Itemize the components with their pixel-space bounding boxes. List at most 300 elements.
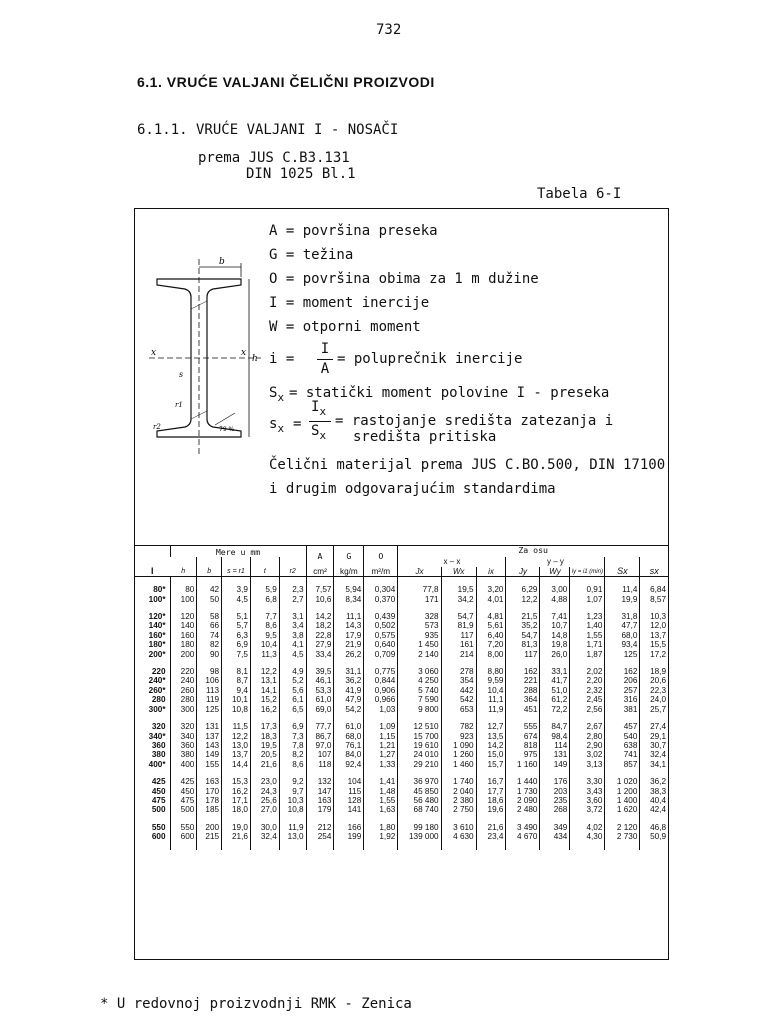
spacer-cell bbox=[222, 769, 251, 777]
table-cell: 0,439 bbox=[364, 612, 398, 621]
table-cell: 46,8 bbox=[640, 823, 668, 832]
table-cell: 2,90 bbox=[570, 741, 605, 750]
table-cell: 36,2 bbox=[334, 676, 364, 685]
table-cell: 47,9 bbox=[334, 695, 364, 704]
spacer-cell bbox=[506, 659, 540, 667]
table-cell: 141 bbox=[334, 805, 364, 814]
table-row bbox=[135, 722, 668, 731]
table-group-header-row bbox=[135, 546, 668, 557]
table-cell: 550 bbox=[170, 823, 197, 832]
table-cell: 77,8 bbox=[398, 585, 441, 594]
table-cell: 81,9 bbox=[441, 621, 476, 630]
table-cell: 0,575 bbox=[364, 631, 398, 640]
spacer-cell bbox=[334, 815, 364, 823]
col-Wy-header: Wy bbox=[540, 567, 570, 577]
legend-weight: G = težina bbox=[269, 247, 354, 263]
table-cell: 360 bbox=[151, 740, 166, 750]
table-row bbox=[135, 787, 668, 796]
table-cell: 540 bbox=[605, 732, 640, 741]
axis-header-xx: x – x bbox=[398, 557, 506, 566]
table-cell: 16,7 bbox=[476, 777, 506, 786]
table-cell: 220 bbox=[170, 667, 197, 676]
spacer-cell bbox=[364, 769, 398, 777]
table-cell: 178 bbox=[197, 796, 222, 805]
figure-label-x-left: x bbox=[151, 348, 157, 358]
table-cell: 58 bbox=[197, 612, 222, 621]
spacer-cell bbox=[197, 815, 222, 823]
spacer-cell bbox=[334, 659, 364, 667]
table-cell: 19,9 bbox=[605, 595, 640, 604]
table-cell: 18,2 bbox=[306, 621, 334, 630]
table-row bbox=[135, 805, 668, 814]
spacer-cell bbox=[476, 714, 506, 722]
table-cell: 160* bbox=[148, 630, 166, 640]
table-cell: 115 bbox=[334, 787, 364, 796]
table-cell: 29 210 bbox=[398, 760, 441, 769]
spacer-cell bbox=[306, 769, 334, 777]
figure-label-r2: r2 bbox=[153, 423, 161, 431]
table-cell: 12,2 bbox=[250, 667, 279, 676]
table-cell: 3,8 bbox=[279, 631, 306, 640]
table-cell: 3,1 bbox=[279, 612, 306, 621]
table-cell: 160 bbox=[170, 631, 197, 640]
table-row bbox=[135, 823, 668, 832]
table-cell: 114 bbox=[540, 741, 570, 750]
table-cell: 12 510 bbox=[398, 722, 441, 731]
table-cell: 550 bbox=[151, 822, 166, 832]
table-cell: 179 bbox=[306, 805, 334, 814]
spacer-cell bbox=[441, 577, 476, 586]
row-group-spacer bbox=[135, 714, 668, 722]
spacer-cell bbox=[306, 815, 334, 823]
table-cell: 3,13 bbox=[570, 760, 605, 769]
unit-G: kg/m bbox=[334, 567, 364, 577]
table-cell: 3,72 bbox=[570, 805, 605, 814]
spacer-cell bbox=[222, 577, 251, 586]
table-cell: 5,61 bbox=[476, 621, 506, 630]
table-cell: 2,7 bbox=[279, 595, 306, 604]
table-row bbox=[135, 612, 668, 621]
table-cell: 81,3 bbox=[506, 640, 540, 649]
table-cell: 0,304 bbox=[364, 585, 398, 594]
table-cell: 93,4 bbox=[605, 640, 640, 649]
table-row bbox=[135, 705, 668, 714]
table-cell: 573 bbox=[398, 621, 441, 630]
col-t-header: t bbox=[250, 567, 279, 577]
table-cell: 14,1 bbox=[250, 686, 279, 695]
table-cell: 9 800 bbox=[398, 705, 441, 714]
table-cell: 6,9 bbox=[222, 640, 251, 649]
spacer-cell bbox=[306, 714, 334, 722]
table-cell: 6,40 bbox=[476, 631, 506, 640]
table-cell: 18,9 bbox=[640, 667, 668, 676]
table-cell: 18,6 bbox=[476, 796, 506, 805]
table-cell: 25,7 bbox=[640, 705, 668, 714]
table-row bbox=[135, 640, 668, 649]
table-cell: 66 bbox=[197, 621, 222, 630]
table-cell: 11,1 bbox=[334, 612, 364, 621]
table-cell: 15,3 bbox=[222, 777, 251, 786]
table-cell: 92,4 bbox=[334, 760, 364, 769]
table-cell: 76,1 bbox=[334, 741, 364, 750]
table-cell: 180 bbox=[170, 640, 197, 649]
table-cell: 12,2 bbox=[222, 732, 251, 741]
table-cell: 125 bbox=[197, 705, 222, 714]
table-cell: 143 bbox=[197, 741, 222, 750]
table-cell: 24,0 bbox=[640, 695, 668, 704]
chapter-title: 6.1. VRUĆE VALJANI ČELIČNI PROIZVODI bbox=[137, 74, 435, 90]
spacer-cell bbox=[306, 659, 334, 667]
spacer-cell bbox=[570, 815, 605, 823]
table-cell: 17,9 bbox=[334, 631, 364, 640]
spacer-cell bbox=[170, 604, 197, 612]
spacer-cell bbox=[170, 842, 197, 850]
table-cell: 104 bbox=[334, 777, 364, 786]
table-cell: 24,3 bbox=[250, 787, 279, 796]
col-Wx-header: Wx bbox=[441, 567, 476, 577]
row-group-spacer bbox=[135, 842, 668, 850]
table-cell: 4,02 bbox=[570, 823, 605, 832]
table-cell: 5,9 bbox=[250, 585, 279, 594]
table-cell: 600 bbox=[151, 832, 166, 842]
table-cell: 2,3 bbox=[279, 585, 306, 594]
table-cell: 1,23 bbox=[570, 612, 605, 621]
table-cell: 20,5 bbox=[250, 750, 279, 759]
figure-label-s: s bbox=[179, 370, 184, 379]
table-cell: 20,6 bbox=[640, 676, 668, 685]
table-cell: 19 610 bbox=[398, 741, 441, 750]
spacer-cell bbox=[135, 577, 170, 586]
table-cell: 32,4 bbox=[250, 832, 279, 841]
spacer-cell bbox=[506, 815, 540, 823]
table-cell: 24 010 bbox=[398, 750, 441, 759]
table-cell: 2 750 bbox=[441, 805, 476, 814]
table-cell: 0,370 bbox=[364, 595, 398, 604]
table-cell: 31,1 bbox=[334, 667, 364, 676]
table-cell: 674 bbox=[506, 732, 540, 741]
table-cell: 3 490 bbox=[506, 823, 540, 832]
table-cell: 1 730 bbox=[506, 787, 540, 796]
spacer-cell bbox=[398, 659, 441, 667]
spacer-cell bbox=[250, 577, 279, 586]
table-cell: 6,5 bbox=[279, 705, 306, 714]
table-cell: 10,6 bbox=[306, 595, 334, 604]
spacer-cell bbox=[222, 659, 251, 667]
table-cell: 278 bbox=[441, 667, 476, 676]
table-cell: 34,2 bbox=[441, 595, 476, 604]
spacer-cell bbox=[605, 659, 640, 667]
table-cell: 260 bbox=[170, 686, 197, 695]
spacer-cell bbox=[441, 659, 476, 667]
table-cell: 86,7 bbox=[306, 732, 334, 741]
table-cell: 38,3 bbox=[640, 787, 668, 796]
table-cell: 638 bbox=[605, 741, 640, 750]
spacer-cell bbox=[135, 769, 170, 777]
table-cell: 35,2 bbox=[506, 621, 540, 630]
table-cell: 442 bbox=[441, 686, 476, 695]
table-cell: 0,906 bbox=[364, 686, 398, 695]
table-body bbox=[135, 577, 668, 850]
table-cell: 69,0 bbox=[306, 705, 334, 714]
table-cell: 21,9 bbox=[334, 640, 364, 649]
legend-lever-arm-rhs-1: = rastojanje središta zatezanja i bbox=[335, 413, 614, 429]
spacer-cell bbox=[476, 577, 506, 586]
table-cell: 4,01 bbox=[476, 595, 506, 604]
table-cell: 53,3 bbox=[306, 686, 334, 695]
table-cell: 14,2 bbox=[306, 612, 334, 621]
table-cell: 2 480 bbox=[506, 805, 540, 814]
table-cell: 857 bbox=[605, 760, 640, 769]
spacer-cell bbox=[476, 659, 506, 667]
table-cell: 741 bbox=[605, 750, 640, 759]
col-iy-header: iy = i1 (min) bbox=[570, 567, 605, 577]
table-cell: 400* bbox=[148, 759, 166, 769]
table-cell: 10,7 bbox=[540, 621, 570, 630]
table-cell: 7 590 bbox=[398, 695, 441, 704]
table-cell: 82 bbox=[197, 640, 222, 649]
table-cell: 254 bbox=[306, 832, 334, 841]
table-cell: 180* bbox=[148, 640, 166, 650]
table-cell: 316 bbox=[605, 695, 640, 704]
spacer-cell bbox=[197, 604, 222, 612]
header-spacer-h bbox=[170, 557, 197, 566]
table-cell: 1,55 bbox=[364, 796, 398, 805]
spacer-cell bbox=[570, 842, 605, 850]
table-cell: 4,9 bbox=[279, 667, 306, 676]
legend-lever-arm-den-symbol: S bbox=[311, 423, 320, 439]
table-axis-header-row bbox=[135, 557, 668, 566]
table-row bbox=[135, 796, 668, 805]
table-cell: 97,0 bbox=[306, 741, 334, 750]
spacer-cell bbox=[506, 714, 540, 722]
table-cell: 200* bbox=[148, 649, 166, 659]
spacer-cell bbox=[540, 815, 570, 823]
table-cell: 26,2 bbox=[334, 650, 364, 659]
table-cell: 9,2 bbox=[279, 777, 306, 786]
table-cell: 54,7 bbox=[506, 631, 540, 640]
table-cell: 19,5 bbox=[250, 741, 279, 750]
table-cell: 42,4 bbox=[640, 805, 668, 814]
table-cell: 3,4 bbox=[279, 621, 306, 630]
table-row bbox=[135, 686, 668, 695]
table-cell: 9,4 bbox=[222, 686, 251, 695]
table-cell: 354 bbox=[441, 676, 476, 685]
spacer-cell bbox=[364, 604, 398, 612]
table-row bbox=[135, 621, 668, 630]
table-cell: 149 bbox=[540, 760, 570, 769]
col-O-header: O bbox=[364, 546, 398, 567]
table-cell: 425 bbox=[151, 777, 166, 787]
table-cell: 7,3 bbox=[279, 732, 306, 741]
table-cell: 50 bbox=[197, 595, 222, 604]
table-cell: 33,4 bbox=[306, 650, 334, 659]
table-cell: 14,4 bbox=[222, 760, 251, 769]
table-cell: 41,9 bbox=[334, 686, 364, 695]
spacer-cell bbox=[570, 769, 605, 777]
table-cell: 240 bbox=[170, 676, 197, 685]
table-cell: 320 bbox=[151, 722, 166, 732]
spacer-cell bbox=[398, 815, 441, 823]
table-cell: 12,7 bbox=[476, 722, 506, 731]
table-cell: 6,29 bbox=[506, 585, 540, 594]
table-cell: 1 260 bbox=[441, 750, 476, 759]
table-cell: 300* bbox=[148, 704, 166, 714]
table-cell: 68,0 bbox=[605, 631, 640, 640]
spacer-cell bbox=[441, 604, 476, 612]
table-cell: 11,9 bbox=[279, 823, 306, 832]
table-cell: 149 bbox=[197, 750, 222, 759]
table-cell: 8,80 bbox=[476, 667, 506, 676]
legend-lever-arm-rhs-2: središta pritiska bbox=[353, 429, 497, 445]
table-cell: 2,67 bbox=[570, 722, 605, 731]
table-cell: 818 bbox=[506, 741, 540, 750]
spacer-cell bbox=[506, 842, 540, 850]
table-cell: 118 bbox=[306, 760, 334, 769]
table-frame bbox=[134, 208, 669, 960]
table-cell: 163 bbox=[306, 796, 334, 805]
spacer-cell bbox=[570, 604, 605, 612]
table-cell: 3,02 bbox=[570, 750, 605, 759]
table-cell: 68,0 bbox=[334, 732, 364, 741]
table-cell: 171 bbox=[398, 595, 441, 604]
table-cell: 98,4 bbox=[540, 732, 570, 741]
table-cell: 280 bbox=[151, 695, 166, 705]
table-cell: 80* bbox=[153, 585, 166, 595]
table-cell: 117 bbox=[441, 631, 476, 640]
spacer-cell bbox=[250, 842, 279, 850]
legend-lever-arm-subscript: x bbox=[277, 421, 285, 435]
table-cell: 6,9 bbox=[279, 722, 306, 731]
table-cell: 220 bbox=[151, 667, 166, 677]
col-designation-header: I bbox=[135, 546, 170, 577]
table-cell: 7,5 bbox=[222, 650, 251, 659]
spacer-cell bbox=[135, 659, 170, 667]
table-cell: 8,00 bbox=[476, 650, 506, 659]
spacer-cell bbox=[279, 815, 306, 823]
spacer-cell bbox=[506, 577, 540, 586]
header-spacer-t bbox=[250, 557, 279, 566]
table-row bbox=[135, 631, 668, 640]
table-cell: 54,7 bbox=[441, 612, 476, 621]
spacer-cell bbox=[222, 842, 251, 850]
table-cell: 185 bbox=[197, 805, 222, 814]
table-cell: 21,5 bbox=[506, 612, 540, 621]
table-cell: 1 460 bbox=[441, 760, 476, 769]
spacer-cell bbox=[306, 577, 334, 586]
table-cell: 1,09 bbox=[364, 722, 398, 731]
table-cell: 13,5 bbox=[476, 732, 506, 741]
table-cell: 14,3 bbox=[334, 621, 364, 630]
table-row bbox=[135, 741, 668, 750]
table-cell: 15,2 bbox=[250, 695, 279, 704]
i-beam-cross-section-figure bbox=[149, 249, 261, 464]
table-cell: 170 bbox=[197, 787, 222, 796]
legend-static-moment-rhs: = statički moment polovine I - preseka bbox=[289, 385, 610, 401]
table-cell: 1 090 bbox=[441, 741, 476, 750]
spacer-cell bbox=[605, 769, 640, 777]
table-cell: 10,3 bbox=[279, 796, 306, 805]
table-cell: 268 bbox=[540, 805, 570, 814]
col-Sx-header: Sx bbox=[605, 557, 640, 576]
table-cell: 90 bbox=[197, 650, 222, 659]
table-cell: 120* bbox=[148, 612, 166, 622]
spacer-cell bbox=[222, 815, 251, 823]
table-cell: 17,2 bbox=[640, 650, 668, 659]
table-cell: 41,7 bbox=[540, 676, 570, 685]
table-cell: 162 bbox=[506, 667, 540, 676]
spacer-cell bbox=[334, 842, 364, 850]
table-cell: 8,2 bbox=[279, 750, 306, 759]
table-cell: 140 bbox=[170, 621, 197, 630]
figure-label-r1: r1 bbox=[175, 401, 183, 409]
table-cell: 56 480 bbox=[398, 796, 441, 805]
table-cell: 200 bbox=[197, 823, 222, 832]
table-cell: 119 bbox=[197, 695, 222, 704]
spacer-cell bbox=[170, 659, 197, 667]
spacer-cell bbox=[540, 659, 570, 667]
spacer-cell bbox=[398, 604, 441, 612]
spacer-cell bbox=[570, 714, 605, 722]
table-cell: 288 bbox=[506, 686, 540, 695]
table-cell: 17,7 bbox=[476, 787, 506, 796]
table-cell: 84,0 bbox=[334, 750, 364, 759]
table-cell: 6,3 bbox=[222, 631, 251, 640]
table-cell: 2,02 bbox=[570, 667, 605, 676]
table-cell: 7,7 bbox=[250, 612, 279, 621]
spacer-cell bbox=[222, 604, 251, 612]
spacer-cell bbox=[135, 604, 170, 612]
table-cell: 8,57 bbox=[640, 595, 668, 604]
table-cell: 935 bbox=[398, 631, 441, 640]
table-cell: 125 bbox=[605, 650, 640, 659]
table-row bbox=[135, 676, 668, 685]
table-row bbox=[135, 777, 668, 786]
spacer-cell bbox=[640, 842, 668, 850]
table-cell: 3,43 bbox=[570, 787, 605, 796]
table-cell: 2,80 bbox=[570, 732, 605, 741]
table-cell: 14,8 bbox=[540, 631, 570, 640]
spacer-cell bbox=[279, 769, 306, 777]
table-cell: 5,7 bbox=[222, 621, 251, 630]
legend-radius-fraction-bar bbox=[317, 359, 333, 360]
table-cell: 163 bbox=[197, 777, 222, 786]
table-cell: 10,3 bbox=[640, 612, 668, 621]
table-cell: 380 bbox=[151, 750, 166, 760]
figure-label-x-right: x bbox=[241, 348, 247, 358]
table-cell: 381 bbox=[605, 705, 640, 714]
table-cell: 5 740 bbox=[398, 686, 441, 695]
table-cell: 61,2 bbox=[540, 695, 570, 704]
spacer-cell bbox=[640, 714, 668, 722]
spacer-cell bbox=[398, 714, 441, 722]
table-cell: 2,20 bbox=[570, 676, 605, 685]
spacer-cell bbox=[170, 714, 197, 722]
table-cell: 3,60 bbox=[570, 796, 605, 805]
table-cell: 349 bbox=[540, 823, 570, 832]
spacer-cell bbox=[306, 842, 334, 850]
table-cell: 4 250 bbox=[398, 676, 441, 685]
table-cell: 23,0 bbox=[250, 777, 279, 786]
col-ix-header: ix bbox=[476, 567, 506, 577]
table-cell: 1,33 bbox=[364, 760, 398, 769]
table-cell: 6,84 bbox=[640, 585, 668, 594]
table-cell: 3,00 bbox=[540, 585, 570, 594]
table-cell: 16,2 bbox=[222, 787, 251, 796]
table-cell: 106 bbox=[197, 676, 222, 685]
table-cell: 36 970 bbox=[398, 777, 441, 786]
table-cell: 1 440 bbox=[506, 777, 540, 786]
table-cell: 1 020 bbox=[605, 777, 640, 786]
